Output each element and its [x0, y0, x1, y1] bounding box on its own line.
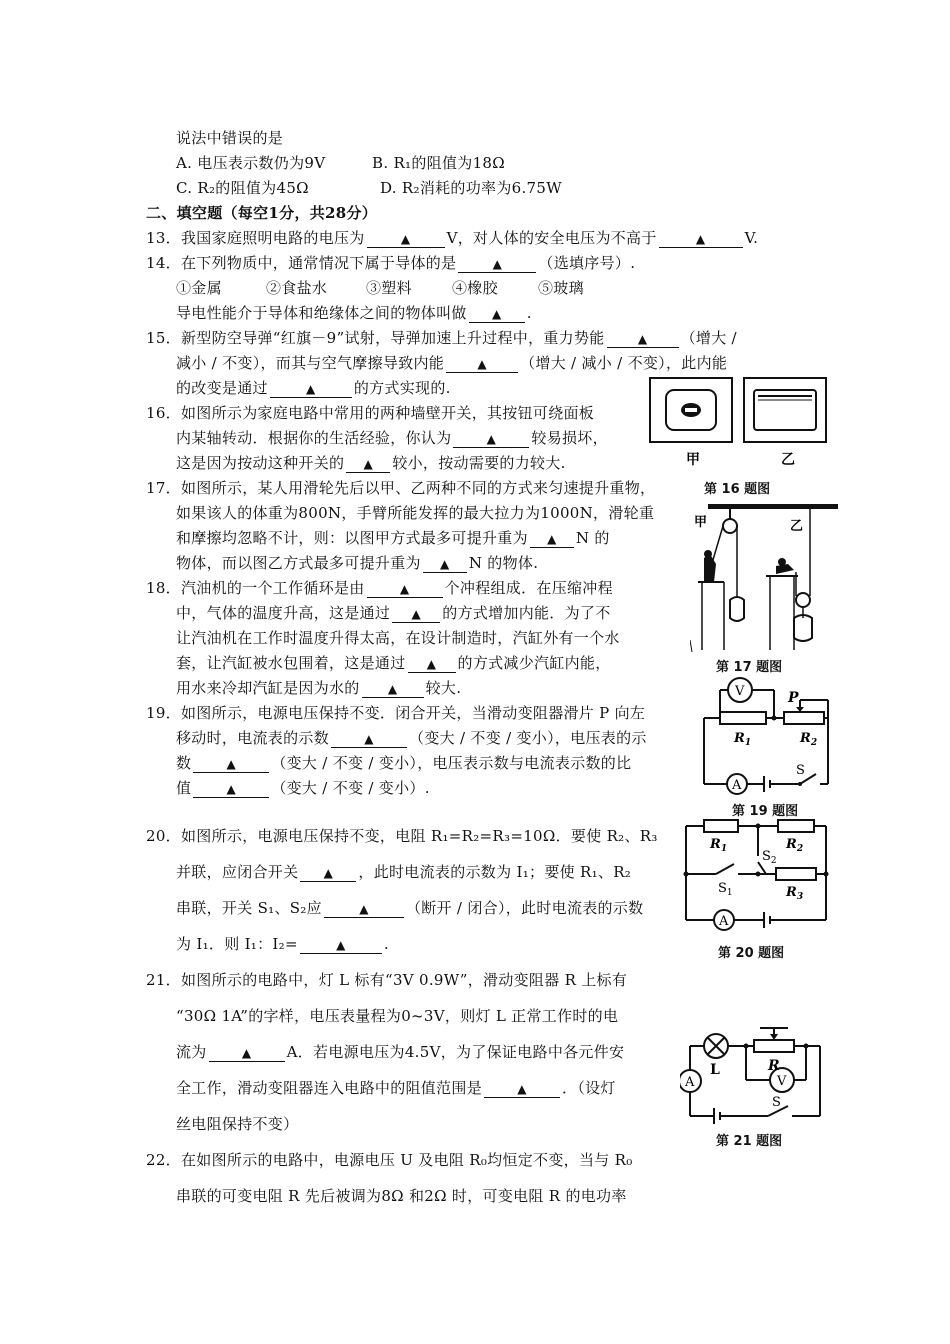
q19-blank-1[interactable]: [331, 730, 407, 748]
q13-text: V.: [744, 229, 759, 247]
fig20-ammeter-label: A: [719, 914, 729, 929]
blank-marker: ▲: [411, 607, 421, 621]
q16-text: 如图所示为家庭电路中常用的两种墙壁开关，其按钮可绕面板: [181, 404, 595, 422]
figure-16-switches: [648, 376, 830, 468]
blank-marker: ▲: [336, 938, 346, 952]
question-16: [146, 403, 594, 423]
q18-number: 18．: [146, 579, 181, 597]
blank-marker: ▲: [323, 866, 334, 880]
blank-marker: ▲: [517, 1082, 527, 1096]
figure-17-pulleys: [690, 500, 840, 660]
q17-line-3: [176, 528, 610, 548]
q18-text: 汽油机的一个工作循环是由: [181, 579, 365, 597]
blank-marker: ▲: [241, 1046, 252, 1060]
q14-blank-2[interactable]: [469, 305, 525, 323]
q20-text: 如图所示，电源电压保持不变，电阻 R₁=R₂=R₃=10Ω．要使 R₂、R₃: [181, 827, 658, 845]
q14-line-3: [176, 303, 532, 323]
q14-item-4: ④橡胶: [452, 279, 498, 297]
q21-text: ．（设灯: [562, 1079, 616, 1097]
blank-marker: ▲: [547, 532, 557, 546]
q14-text: .: [526, 304, 532, 322]
fig20-r2-label: $R_2$: [786, 837, 804, 854]
section-heading: 二、填空题（每空1分，共28分）: [146, 204, 378, 222]
blank-marker: ▲: [400, 232, 411, 246]
blank-marker: ▲: [477, 357, 487, 371]
fig17-label-yi: 乙: [790, 519, 804, 534]
q18-text: 个冲程组成．在压缩冲程: [444, 579, 613, 597]
blank-marker: ▲: [364, 732, 374, 746]
q20-text: （断开 / 闭合），此时电流表的示数: [405, 899, 644, 917]
figure-20-circuit: [680, 816, 832, 940]
q18-line-2: [176, 603, 611, 623]
q18-blank-2[interactable]: [392, 605, 440, 623]
blank-marker: ▲: [306, 382, 316, 396]
q16-line-2: [176, 428, 608, 448]
q21-text: 全工作，滑动变阻器连入电路中的阻值范围是: [176, 1079, 483, 1097]
q20-text: .: [383, 935, 389, 953]
question-17: [146, 478, 655, 498]
q21-line-5: 丝电阻保持不变）: [176, 1115, 299, 1133]
blank-marker: ▲: [399, 582, 410, 596]
q18-text: 的方式增加内能．为了不: [442, 604, 611, 622]
fig21-voltmeter-label: V: [777, 1074, 787, 1089]
fig20-r3-label: $R_3$: [786, 885, 804, 902]
q15-text: 新型防空导弹“红旗－9”试射，导弹加速上升过程中，重力势能: [181, 329, 605, 347]
q16-text: 较易损坏，: [531, 429, 608, 447]
q12-continuation: 说法中错误的是: [176, 129, 284, 147]
q14-text: （选填序号）.: [538, 254, 636, 272]
q19-number: 19．: [146, 704, 181, 722]
question-13: [146, 228, 758, 248]
q21-text: 流为: [176, 1043, 207, 1061]
fig19-slider-label: P: [788, 690, 799, 706]
q20-line-4: [176, 934, 389, 954]
q13-number: 13．: [146, 229, 181, 247]
q14-item-1: ①金属: [176, 279, 222, 297]
q20-text: 为 I₁．则 I₁：I₂=: [176, 935, 298, 953]
fig16-label-yi: 乙: [781, 452, 795, 468]
q17-text: 如图所示，某人用滑轮先后以甲、乙两种不同的方式来匀速提升重物，: [181, 479, 656, 497]
fig21-lamp-label: L: [710, 1062, 720, 1078]
q14-number: 14．: [146, 254, 181, 272]
q21-line-2: “30Ω 1A”的字样，电压表量程为0~3V，则灯 L 正常工作时的电: [176, 1007, 619, 1025]
blank-marker: ▲: [359, 902, 369, 916]
q18-text: 较大.: [425, 679, 462, 697]
question-14: [146, 253, 635, 273]
q18-line-5: [176, 678, 461, 698]
q14-item-2: ②食盐水: [266, 279, 328, 297]
fig16-label-jia: 甲: [686, 452, 700, 468]
q19-text: 如图所示，电源电压保持不变．闭合开关，当滑动变阻器滑片 P 向左: [181, 704, 646, 722]
q13-blank-2[interactable]: [659, 230, 743, 248]
blank-marker: ▲: [486, 432, 497, 446]
figure-16-caption: 第 16 题图: [704, 482, 771, 497]
q19-text: 数: [176, 754, 192, 772]
blank-marker: ▲: [492, 257, 503, 271]
q20-line-2: [176, 862, 631, 882]
q18-blank-1[interactable]: [367, 580, 443, 598]
blank-marker: ▲: [426, 657, 437, 671]
q19-blank-3[interactable]: [193, 780, 269, 798]
fig19-voltmeter-label: V: [735, 684, 745, 699]
q15-text: （增大 /: [680, 329, 737, 347]
q21-blank-1[interactable]: [209, 1044, 285, 1062]
fig20-r1-label: $R_1$: [710, 837, 728, 854]
question-19: [146, 703, 645, 723]
q17-blank-1[interactable]: [530, 530, 574, 548]
q18-line-3: 让汽油机在工作时温度升得太高，在设计制造时，汽缸外有一个水: [176, 629, 620, 647]
q21-blank-2[interactable]: [484, 1080, 560, 1098]
blank-marker: ▲: [226, 757, 237, 771]
fig21-rheostat-label: R: [768, 1058, 780, 1074]
q21-number: 21．: [146, 971, 181, 989]
blank-marker: ▲: [440, 557, 450, 571]
q18-blank-3[interactable]: [408, 655, 456, 673]
q15-text: 的改变是通过: [176, 379, 268, 397]
figure-21-circuit: [680, 1024, 828, 1128]
fig21-ammeter-label: A: [685, 1075, 695, 1090]
blank-marker: ▲: [387, 682, 398, 696]
q15-text: 减小 / 不变），而其与空气摩擦导致内能: [176, 354, 445, 372]
q13-blank-1[interactable]: [367, 230, 445, 248]
q17-number: 17．: [146, 479, 181, 497]
q16-blank-2[interactable]: [346, 455, 390, 473]
fig19-r1-label: $R_1$: [734, 731, 752, 748]
question-18: [146, 578, 613, 598]
q15-text: （增大 / 减小 / 不变），此内能: [520, 354, 728, 372]
q14-item-3: ③塑料: [366, 279, 412, 297]
blank-marker: ▲: [637, 332, 648, 346]
q22-line-2: 串联的可变电阻 R 先后被调为8Ω 和2Ω 时，可变电阻 R 的电功率: [176, 1187, 627, 1205]
blank-marker: ▲: [491, 307, 502, 321]
q20-blank-3[interactable]: [300, 936, 382, 954]
q16-blank-1[interactable]: [453, 430, 529, 448]
fig19-switch-label: S: [796, 763, 805, 778]
q19-text: （变大 / 不变 / 变小），电压表的示: [409, 729, 647, 747]
q12-option-a: A. 电压表示数仍为9V: [176, 154, 326, 172]
q17-text: 物体，而以图乙方式最多可提升重为: [176, 554, 421, 572]
fig17-label-jia: 甲: [694, 515, 708, 530]
q19-text: （变大 / 不变 / 变小），电压表示数与电流表示数的比: [271, 754, 632, 772]
figure-20-caption: 第 20 题图: [718, 946, 785, 961]
q18-text: 用水来冷却汽缸是因为水的: [176, 679, 360, 697]
q15-line-2: [176, 353, 727, 373]
q15-blank-3[interactable]: [270, 380, 352, 398]
q16-number: 16．: [146, 404, 181, 422]
q19-line-4: [176, 778, 430, 798]
q15-blank-1[interactable]: [607, 330, 679, 348]
q21-line-3: [176, 1042, 624, 1062]
question-22: [146, 1150, 633, 1170]
blank-marker: ▲: [695, 232, 706, 246]
q18-blank-4[interactable]: [362, 680, 424, 698]
q12-option-d: D. R₂消耗的功率为6.75W: [380, 179, 562, 197]
q17-blank-2[interactable]: [423, 555, 467, 573]
figure-19-circuit: [696, 674, 836, 798]
q16-line-3: [176, 453, 566, 473]
q19-text: 值: [176, 779, 192, 797]
q16-text: 这是因为按动这种开关的: [176, 454, 345, 472]
fig20-s1-label: $S_1$: [718, 881, 733, 898]
q19-text: （变大 / 不变 / 变小）.: [271, 779, 430, 797]
q18-text: 的方式减少汽缸内能，: [457, 654, 611, 672]
fig19-r2-label: $R_2$: [800, 731, 818, 748]
blank-marker: ▲: [363, 457, 374, 471]
q15-number: 15．: [146, 329, 181, 347]
q13-text: V，对人体的安全电压为不高于: [446, 229, 657, 247]
q19-text: 移动时，电流表的示数: [176, 729, 330, 747]
q19-line-2: [176, 728, 647, 748]
q17-text: N 的: [575, 529, 610, 547]
fig19-ammeter-label: A: [732, 778, 742, 793]
q14-blank-1[interactable]: [458, 255, 536, 273]
fig20-s2-label: $S_2$: [762, 849, 777, 866]
fig21-switch-label: S: [772, 1095, 781, 1110]
q14-item-5: ⑤玻璃: [538, 279, 584, 297]
q17-text: 和摩擦均忽略不计，则：以图甲方式最多可提升重为: [176, 529, 528, 547]
q13-text: 我国家庭照明电路的电压为: [181, 229, 365, 247]
q18-text: 套，让汽缸被水包围着，这是通过: [176, 654, 406, 672]
q18-text: 中，气体的温度升高，这是通过: [176, 604, 391, 622]
figure-17-caption: 第 17 题图: [716, 660, 783, 675]
q16-text: 内某轴转动．根据你的生活经验，你认为: [176, 429, 452, 447]
q18-line-4: [176, 653, 611, 673]
q22-text: 在如图所示的电路中，电源电压 U 及电阻 R₀均恒定不变，当与 R₀: [181, 1151, 633, 1169]
q20-number: 20．: [146, 827, 181, 845]
q20-blank-2[interactable]: [324, 900, 404, 918]
question-20: [146, 826, 658, 846]
q20-blank-1[interactable]: [300, 864, 356, 882]
figure-21-caption: 第 21 题图: [716, 1134, 783, 1149]
q20-line-3: [176, 898, 643, 918]
q14-text: 导电性能介于导体和绝缘体之间的物体叫做: [176, 304, 467, 322]
question-15: [146, 328, 737, 348]
q17-text: N 的物体.: [468, 554, 539, 572]
blank-marker: ▲: [226, 782, 237, 796]
q21-text: A．若电源电压为4.5V，为了保证电路中各元件安: [286, 1043, 625, 1061]
q21-text: 如图所示的电路中，灯 L 标有“3V 0.9W”，滑动变阻器 R 上标有: [181, 971, 628, 989]
q15-text: 的方式实现的.: [353, 379, 451, 397]
q16-text: 较小，按动需要的力较大.: [392, 454, 566, 472]
question-21: [146, 970, 627, 990]
q14-text: 在下列物质中，通常情况下属于导体的是: [181, 254, 457, 272]
q12-option-b: B. R₁的阻值为18Ω: [372, 154, 505, 172]
q19-line-3: [176, 753, 631, 773]
q21-line-4: [176, 1078, 616, 1098]
q20-text: 并联，应闭合开关: [176, 863, 299, 881]
q15-blank-2[interactable]: [446, 355, 518, 373]
q22-number: 22．: [146, 1151, 181, 1169]
q15-line-3: [176, 378, 451, 398]
q12-option-c: C. R₂的阻值为45Ω: [176, 179, 309, 197]
figure-19-caption: 第 19 题图: [732, 804, 799, 819]
q17-line-2: 如果该人的体重为800N，手臂所能发挥的最大拉力为1000N，滑轮重: [176, 504, 655, 522]
q20-text: 串联，开关 S₁、S₂应: [176, 899, 322, 917]
q20-text: ，此时电流表的示数为 I₁；要使 R₁、R₂: [358, 863, 632, 881]
q17-line-4: [176, 553, 538, 573]
q19-blank-2[interactable]: [193, 755, 269, 773]
